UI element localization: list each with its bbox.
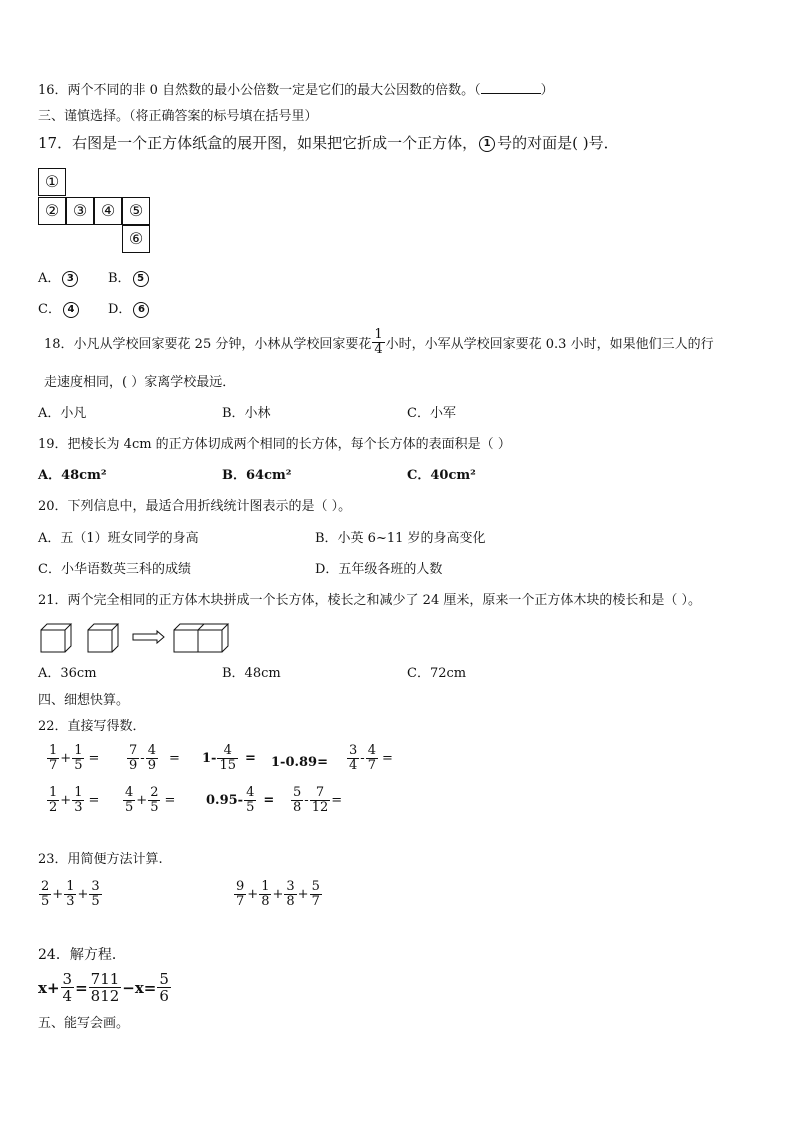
numerator: 1	[374, 327, 383, 342]
fraction	[146, 744, 158, 773]
question-17	[38, 134, 619, 152]
cube-top	[41, 624, 71, 630]
denominator: 5	[74, 758, 83, 773]
prefix: 1-	[202, 751, 217, 766]
q16-text: 16．两个不同的非 0 自然数的最小公倍数一定是它们的最大公因数的倍数。（	[38, 83, 481, 98]
fraction	[72, 744, 84, 773]
equals: =	[168, 751, 180, 766]
denominator: 3	[66, 894, 75, 909]
equals: =	[245, 751, 256, 766]
numerator: 5	[311, 879, 320, 894]
simplify-item-2	[233, 880, 323, 909]
equation	[38, 971, 172, 1004]
denominator: 9	[129, 758, 138, 773]
operator: +	[52, 887, 64, 902]
net-cell-5: ⑤	[122, 197, 150, 225]
calc-item	[206, 786, 277, 815]
numerator: 1	[261, 879, 270, 894]
numerator: 2	[150, 785, 159, 800]
q18-option-b[interactable]: B．小林	[222, 406, 271, 421]
denominator: 3	[74, 800, 83, 815]
equals: =	[164, 793, 176, 808]
fraction	[47, 786, 59, 815]
numerator: 1	[74, 785, 83, 800]
denominator: 7	[49, 758, 58, 773]
equals: =	[88, 793, 100, 808]
denominator: 7	[311, 894, 320, 909]
numerator: 1	[74, 743, 83, 758]
denominator: 8	[261, 894, 270, 909]
q18-option-c[interactable]: C．小军	[407, 406, 456, 421]
numerator: 3	[286, 879, 295, 894]
option-label: B．	[108, 271, 131, 286]
denominator: 12	[311, 800, 329, 815]
net-cell-6: ⑥	[122, 225, 150, 253]
question-20: 20．下列信息中，最适合用折线统计图表示的是（ ）。	[38, 499, 352, 514]
net-cell-4: ④	[94, 197, 122, 225]
question-18	[44, 328, 714, 357]
denominator: 5	[125, 800, 134, 815]
denominator: 6	[159, 987, 169, 1005]
operator: +	[297, 887, 309, 902]
fraction	[157, 971, 171, 1004]
numerator: 7	[129, 743, 138, 758]
denominator: 2	[49, 800, 58, 815]
operator: -	[360, 751, 365, 766]
numerator: 3	[91, 879, 100, 894]
cube-side	[112, 624, 118, 652]
q18-line-2: 走速度相同，( ）家离学校最远．	[44, 375, 236, 390]
operator: +	[60, 751, 72, 766]
denominator: 9	[147, 758, 156, 773]
fraction	[284, 880, 296, 909]
answer-blank[interactable]	[481, 81, 541, 94]
fraction	[310, 786, 331, 815]
net-cell-1: ①	[38, 168, 66, 196]
section-3-heading: 三、谨慎选择。（将正确答案的标号填在括号里）	[38, 109, 318, 124]
q18-option-a[interactable]: A．小凡	[38, 406, 87, 421]
fraction	[148, 786, 160, 815]
calc-item	[126, 744, 183, 773]
simplify-item-1	[38, 880, 103, 909]
equals: =	[263, 793, 275, 808]
arrow	[133, 631, 164, 643]
question-19: 19．把棱长为 4cm 的正方体切成两个相同的长方体，每个长方体的表面积是（ ）	[38, 437, 511, 452]
denominator: 7	[367, 758, 376, 773]
denominator: 7	[236, 894, 245, 909]
question-16	[38, 81, 554, 100]
q17-option-a[interactable]	[38, 270, 80, 288]
numerator: 9	[236, 879, 245, 894]
cubes-diagram	[40, 622, 240, 654]
calc-item: 1-0.89=	[271, 755, 328, 770]
q17-option-b[interactable]	[108, 270, 151, 288]
numerator: 3	[349, 743, 358, 758]
equals: =	[381, 751, 393, 766]
calc-item	[46, 786, 102, 815]
circled-number: 6	[133, 302, 149, 318]
fraction	[64, 880, 76, 909]
denominator: 15	[219, 758, 236, 773]
q21-option-c[interactable]: C．72cm	[407, 666, 467, 681]
fraction	[123, 786, 135, 815]
denominator: 5	[246, 800, 255, 815]
q20-option-a[interactable]: A．五（1）班女同学的身高	[38, 531, 199, 546]
circled-number: 1	[479, 136, 495, 152]
question-23: 23．用简便方法计算.	[38, 852, 163, 867]
denominator: 8	[286, 894, 295, 909]
numerator: 1	[49, 743, 58, 758]
equals: =	[331, 793, 343, 808]
q17-text-b: 号的对面是( )号．	[497, 134, 619, 152]
fraction	[72, 786, 84, 815]
fraction	[291, 786, 303, 815]
cube-front	[41, 630, 65, 652]
numerator: 4	[367, 743, 376, 758]
net-cell-2: ②	[38, 197, 66, 225]
operator: -	[140, 751, 145, 766]
fraction	[244, 786, 256, 815]
denominator: 5	[91, 894, 100, 909]
numerator: 1	[49, 785, 58, 800]
fraction	[234, 880, 246, 909]
cube-net-diagram	[38, 168, 152, 254]
denominator: 8	[293, 800, 302, 815]
fraction	[89, 880, 101, 909]
operator: +	[46, 978, 60, 997]
fraction	[372, 328, 384, 357]
denominator: 5	[41, 894, 50, 909]
circled-number: 4	[63, 302, 79, 318]
question-22: 22．直接写得数．	[38, 719, 146, 734]
operator: +	[272, 887, 284, 902]
variable: x	[38, 978, 47, 997]
fraction	[47, 744, 59, 773]
cuboid-top-divider	[198, 624, 204, 630]
fraction	[310, 880, 322, 909]
equals: =	[75, 978, 88, 997]
calc-item	[290, 786, 342, 815]
q20-option-d[interactable]: D．五年级各班的人数	[315, 562, 443, 577]
q19-option-c[interactable]: C．40cm²	[407, 468, 476, 483]
q20-option-b[interactable]: B．小英 6~11 岁的身高变化	[315, 531, 486, 546]
q18-text-b: 小时，小军从学校回家要花 0.3 小时，如果他们三人的行	[385, 337, 714, 352]
cuboid-side	[222, 624, 228, 652]
denominator: 812	[90, 987, 120, 1005]
fraction	[61, 971, 75, 1004]
numerator: 1	[66, 879, 75, 894]
q19-option-a[interactable]: A．48cm²	[38, 468, 107, 483]
section-5-heading: 五、能写会画。	[38, 1016, 130, 1031]
operator: +	[77, 887, 89, 902]
numerator: 5	[293, 785, 302, 800]
fraction	[259, 880, 271, 909]
fraction	[39, 880, 51, 909]
numerator: 4	[223, 743, 232, 758]
operator: +	[60, 793, 72, 808]
q17-option-d[interactable]	[108, 301, 151, 319]
equals: =	[88, 751, 100, 766]
numerator: 4	[125, 785, 134, 800]
cube-front	[88, 630, 112, 652]
numerator: 5	[159, 970, 169, 988]
denominator: 4	[349, 758, 358, 773]
fraction	[217, 744, 238, 773]
cube-top	[88, 624, 118, 630]
q16-end: ）	[540, 83, 554, 98]
fraction	[89, 971, 122, 1004]
option-label: D．	[108, 302, 132, 317]
operator: +	[136, 793, 148, 808]
q17-text-a: 17．右图是一个正方体纸盒的展开图，如果把它折成一个正方体，	[38, 134, 478, 152]
net-cell-3: ③	[66, 197, 94, 225]
calc-item	[46, 744, 102, 773]
question-24: 24．解方程．	[38, 947, 126, 963]
q19-option-b[interactable]: B．64cm²	[222, 468, 292, 483]
circled-number: 3	[62, 271, 78, 287]
fraction	[347, 744, 359, 773]
operator: -	[304, 793, 309, 808]
calc-item	[202, 744, 259, 773]
operator: +	[247, 887, 259, 902]
q21-option-a[interactable]: A．36cm	[38, 666, 97, 681]
prefix: 0.95-	[206, 793, 244, 808]
calc-item	[346, 744, 396, 773]
circled-number: 5	[133, 271, 149, 287]
q21-option-b[interactable]: B．48cm	[222, 666, 281, 681]
option-label: A．	[38, 271, 61, 286]
q20-option-c[interactable]: C．小华语数英三科的成绩	[38, 562, 191, 577]
denominator: 5	[150, 800, 159, 815]
section-4-heading: 四、细想快算。	[38, 693, 130, 708]
denominator: 4	[374, 342, 383, 357]
numerator: 7	[315, 785, 325, 800]
operator: −x=	[122, 978, 157, 997]
denominator: 4	[62, 987, 73, 1005]
numerator: 3	[62, 970, 73, 988]
cube-side	[65, 624, 71, 652]
fraction	[127, 744, 139, 773]
q17-option-c[interactable]	[38, 301, 81, 319]
q18-text-a: 18．小凡从学校回家要花 25 分钟，小林从学校回家要花	[44, 337, 372, 352]
numerator: 711	[90, 970, 120, 988]
question-21: 21．两个完全相同的正方体木块拼成一个长方体，棱长之和减少了 24 厘米，原来一个正方体木块的棱长和是（ ）。	[38, 593, 701, 608]
calc-item	[122, 786, 178, 815]
numerator: 4	[246, 785, 255, 800]
numerator: 4	[147, 743, 156, 758]
option-label: C．	[38, 302, 61, 317]
numerator: 2	[41, 879, 50, 894]
fraction	[366, 744, 378, 773]
